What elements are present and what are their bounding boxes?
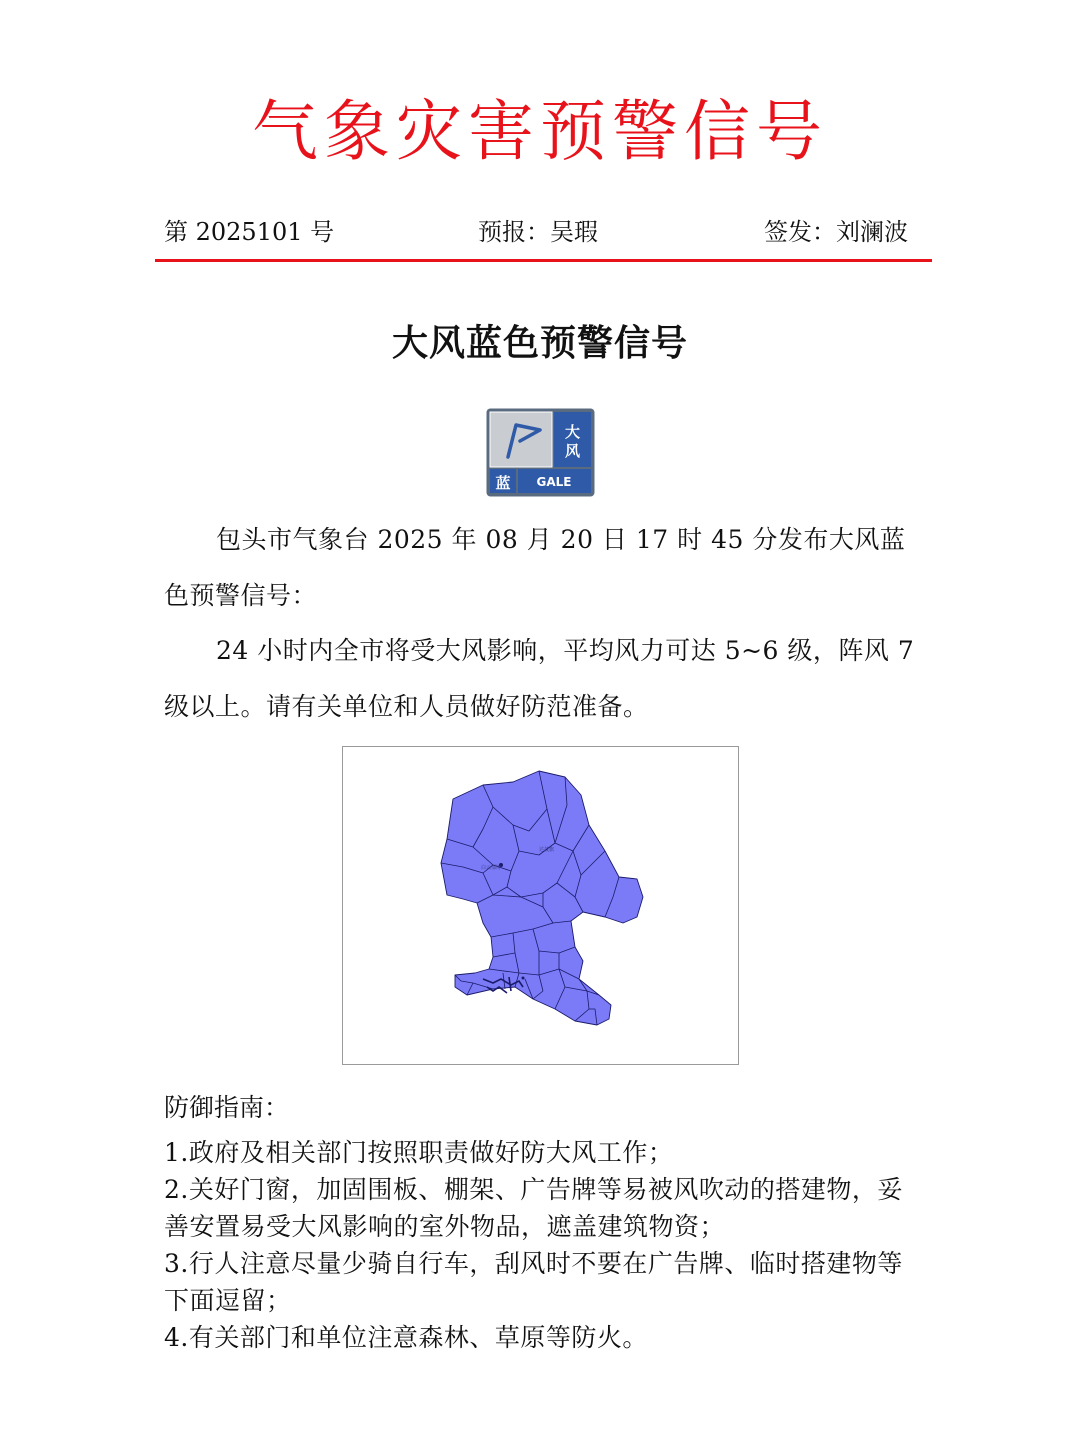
guide-item: 2.关好门窗，加固围板、棚架、广告牌等易被风吹动的搭建物，妥善安置易受大风影响的室外物品，遮盖建筑物资； bbox=[164, 1175, 903, 1241]
map-center-marker bbox=[522, 977, 525, 980]
icon-level-char: 蓝 bbox=[495, 474, 511, 492]
icon-type-char-1: 大 bbox=[564, 423, 581, 441]
map-label-baiyun: 白云鄂博 bbox=[481, 865, 502, 871]
issuer: 签发：刘澜波 bbox=[764, 218, 908, 246]
icon-english-label: GALE bbox=[536, 475, 572, 489]
defense-guide-list bbox=[164, 1134, 924, 1356]
icon-type-char-2: 风 bbox=[564, 442, 581, 460]
gale-blue-warning-icon bbox=[486, 408, 595, 497]
signal-title: 大风蓝色预警信号 bbox=[391, 323, 688, 364]
header-divider bbox=[155, 259, 932, 262]
forecaster: 预报：吴瑕 bbox=[478, 218, 598, 246]
document-number: 第 2025101 号 bbox=[164, 218, 335, 246]
guide-item: 4.有关部门和单位注意森林、草原等防火。 bbox=[164, 1323, 648, 1352]
warning-area-map bbox=[342, 746, 739, 1065]
forecast-paragraph: 24 小时内全市将受大风影响，平均风力可达 5~6 级，阵风 7 级以上。请有关单位和人员做好防范准备。 bbox=[164, 636, 915, 721]
guide-item: 3.行人注意尽量少骑自行车，刮风时不要在广告牌、临时搭建物等下面逗留； bbox=[164, 1249, 903, 1315]
defense-guide-heading: 防御指南： bbox=[164, 1093, 290, 1122]
baotou-map bbox=[343, 747, 738, 1064]
issue-paragraph: 包头市气象台 2025 年 08 月 20 日 17 时 45 分发布大风蓝色预警信号： bbox=[164, 525, 906, 610]
map-label-damao: 达茂旗 bbox=[539, 847, 555, 853]
guide-item: 1.政府及相关部门按照职责做好防大风工作； bbox=[164, 1138, 674, 1167]
document-header-title: 气象灾害预警信号 bbox=[252, 93, 828, 170]
